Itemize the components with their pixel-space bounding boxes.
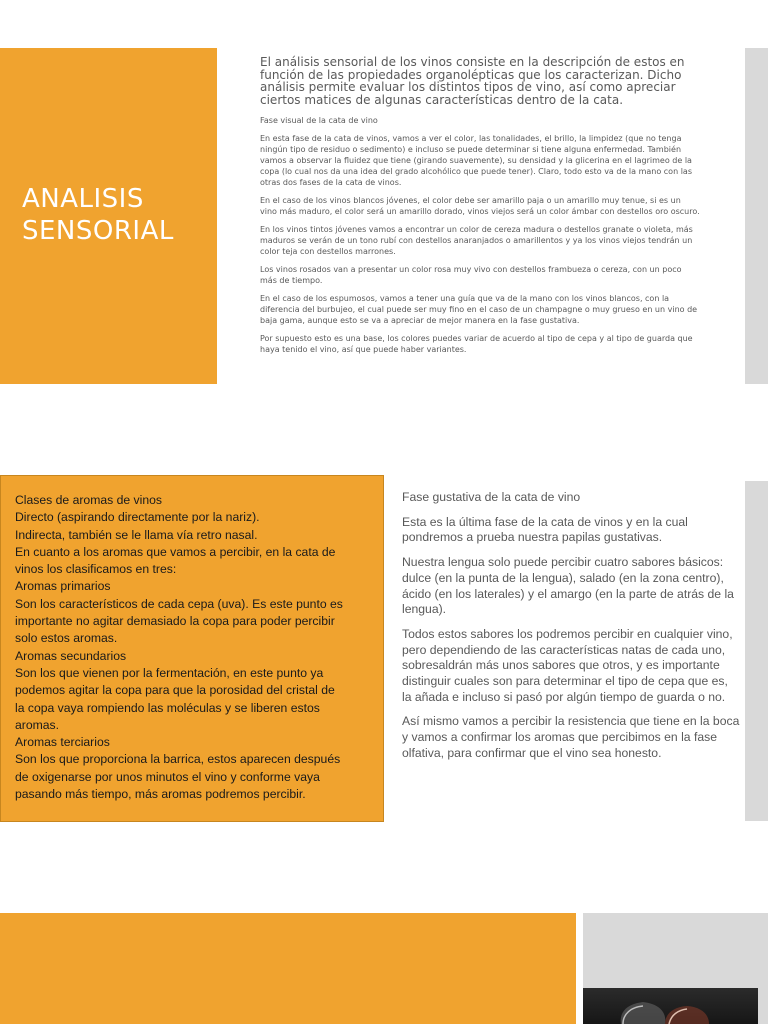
aromas-line: Son los que vienen por la fermentación, en este punto ya xyxy=(15,665,324,680)
list-item xyxy=(390,490,740,506)
aromas-line: Son los característicos de cada cepa (uva). Es este punto es xyxy=(15,596,343,611)
list-item xyxy=(390,555,740,618)
list-item xyxy=(390,627,740,706)
list-item xyxy=(248,56,700,106)
list-item-text: Los vinos rosados van a presentar un color rosa muy vivo con destellos frambueza o cereza, con un poco más de tiempo. xyxy=(260,265,682,285)
aromas-line: Aromas terciarios xyxy=(15,735,110,750)
right-accent-bar xyxy=(745,481,768,821)
list-item xyxy=(248,264,700,286)
list-item xyxy=(390,714,740,761)
list-item-text: Esta es la última fase de la cata de vinos y en la cual pondremos a prueba nuestra papilas gustativas. xyxy=(402,514,688,545)
list-item-text: Fase visual de la cata de vino xyxy=(260,116,378,125)
list-item xyxy=(248,224,700,257)
slide-title: ANALISIS SENSORIAL xyxy=(22,184,174,246)
list-item-text: En el caso de los vinos blancos jóvenes, el color debe ser amarillo paja o un amarillo muy tenue, si es un vino más maduro, el color será un amarillo dorado, vinos viejos será un color ámbar con destellos oro oscuro. xyxy=(260,196,700,216)
taste-phase-list xyxy=(390,490,740,771)
next-slide-orange-panel xyxy=(0,913,576,1024)
list-item-text: En esta fase de la cata de vinos, vamos a ver el color, las tonalidades, el brillo, la limpidez (que no tenga ningún tipo de residuo o sedimento) e incluso se puede determinar si tiene alguna enfermedad. También vamos a observar la fluidez que tiene (girando suavemente), su densidad y la glicerina en el lagrimeo de la copa (lo cual nos da una idea del grado alcohólico que puede tener). Claro, todo esto va de la mano con las otras dos fases de la cata de vinos. xyxy=(260,134,692,187)
list-item xyxy=(248,115,700,126)
aromas-line: solo estos aromas. xyxy=(15,631,118,646)
aromas-line: podemos agitar la copa para que la porosidad del cristal de xyxy=(15,683,335,698)
list-item-text: El análisis sensorial de los vinos consiste en la descripción de estos en función de las propiedades organolépticas que los caracterizan. Dicho análisis permite evaluar los distintos tipos de vino, así como apreciar ciertos matices de algunas características dentro de la cata. xyxy=(260,55,685,107)
list-item xyxy=(248,133,700,188)
list-item-text: Fase gustativa de la cata de vino xyxy=(402,490,581,504)
aromas-line: Directo (aspirando directamente por la nariz). xyxy=(15,510,260,525)
aromas-line: vinos los clasificamos en tres: xyxy=(15,562,177,577)
aromas-line: de oxigenarse por unos minutos el vino y conforme vaya xyxy=(15,769,320,784)
aromas-line: Son los que proporciona la barrica, estos aparecen después xyxy=(15,752,341,767)
aromas-text xyxy=(15,492,375,803)
list-item-text: Por supuesto esto es una base, los colores puedes variar de acuerdo al tipo de cepa y al tipo de guarda que haya tenido el vino, así que puede haber variantes. xyxy=(260,334,693,354)
list-item-text: En el caso de los espumosos, vamos a tener una guía que va de la mano con los vinos blancos, con la diferencia del burbujeo, el cual puede ser muy fino en el caso de un champagne o muy grueso en un vino de baja gama, aunque esto se va a apreciar de mejor manera en la fase gustativa. xyxy=(260,294,698,325)
aromas-line: importante no agitar demasiado la copa para poder percibir xyxy=(15,614,335,629)
aromas-line: la copa vaya rompiendo las moléculas y se liberen estos xyxy=(15,700,320,715)
list-item-text: Todos estos sabores los podremos percibir en cualquier vino, pero dependiendo de las características natas de cada uno, sobresaldrán más unos sabores que otros, y es importante distinguir cuales son para determinar el tipo de cepa que es, la añada e incluso si pasó por algún tiempo de guarda o no. xyxy=(402,626,733,704)
list-item-text: En los vinos tintos jóvenes vamos a encontrar un color de cereza madura o destellos granate o violeta, más maduros se verán de un tono rubí con destellos anaranjados o amarillentos y ya los vinos viejos tendrán un color teja con destellos marrones. xyxy=(260,225,693,256)
right-accent-bar xyxy=(745,48,768,384)
wine-glass-icon xyxy=(583,988,758,1024)
aromas-line: En cuanto a los aromas que vamos a percibir, en la cata de xyxy=(15,544,336,559)
aromas-line: pasando más tiempo, más aromas podremos percibir. xyxy=(15,787,306,802)
list-item-text: Nuestra lengua solo puede percibir cuatro sabores básicos: dulce (en la punta de la lengua), salado (en la zona centro), ácido (en los laterales) y el amargo (en la parte de atrás de la lengua). xyxy=(402,555,734,617)
list-item-text: Así mismo vamos a percibir la resistencia que tiene en la boca y vamos a confirmar los aromas que percibimos en la fase olfativa, para confirmar que el vino sea honesto. xyxy=(402,714,740,760)
list-item xyxy=(248,293,700,326)
aromas-line: aromas. xyxy=(15,717,60,732)
aromas-line: Clases de aromas de vinos xyxy=(15,493,162,507)
aromas-line: Aromas secundarios xyxy=(15,648,127,663)
list-item xyxy=(248,195,700,217)
aromas-line: Aromas primarios xyxy=(15,579,111,594)
list-item xyxy=(390,515,740,546)
list-item xyxy=(248,333,700,355)
wine-glasses-photo xyxy=(583,988,758,1024)
aromas-line: Indirecta, también se le llama vía retro nasal. xyxy=(15,527,258,542)
sensory-analysis-list xyxy=(248,56,700,362)
